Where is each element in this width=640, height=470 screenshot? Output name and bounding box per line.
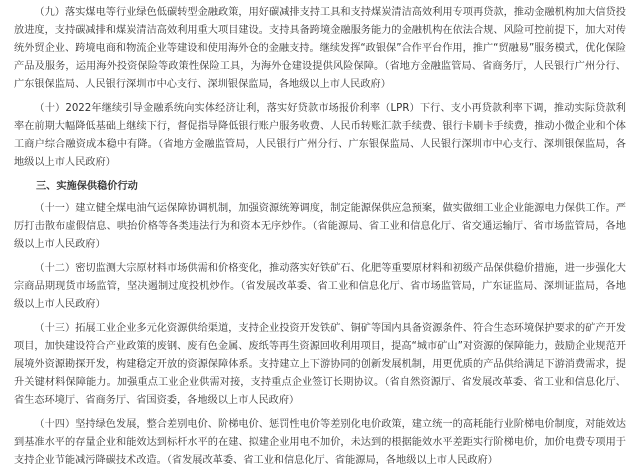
paragraph-item-10: （十）2022年继续引导金融系统向实体经济让利，落实好贷款市场报价利率（LPR）下行、支小再贷款利率下调，推动实际贷款利率在前期大幅降低基础上继续下行，督促指导降低银行账户服务收费、人民币转账汇款手续费、银行卡刷卡手续费，推动小微企业和个体工商户综合融资成本稳中有降。（省地方金融监管局，人民银行广州分行、广东银保监局、人民银行深圳市中心支行、深圳银保监局，各地级以上市人民政府）	[14, 103, 626, 168]
section-heading: 三、实施保供稳价行动	[36, 181, 138, 192]
paragraph-item-14: （十四）坚持绿色发展，整合差别电价、阶梯电价、惩罚性电价等差别化电价政策，建立统一的高耗能行业阶梯电价制度，对能效达到基准水平的存量企业和能效达到标杆水平的在建、拟建企业用电不加价，未达到的根据能效水平差距实行阶梯电价，加价电费专项用于支持企业节能减污降碳技术改造。（省发展改革委、省工业和信息化厅、省能源局，各地级以上市人民政府）	[14, 419, 626, 466]
paragraph-item-13: （十三）拓展工业企业多元化资源供给渠道，支持企业投资开发铁矿、铜矿等国内具备资源条件、符合生态环境保护要求的矿产开发项目，加快建设符合产业政策的废钢、废有色金属、废纸等再生资源回收利用项目，提高“城市矿山”对资源的保障能力，鼓励企业规范开展境外资源勘探开发，构建稳定开放的资源保障体系。支持建立上下游协同的创新发展机制，用更优质的产品供给满足下游消费需求，提升关键材料保障能力。加强重点工业企业供需对接，支持重点企业签订长期协议。（省自然资源厅、省发展改革委、省工业和信息化厅、省生态环境厅、省商务厅、省国资委，各地级以上市人民政府）	[14, 323, 626, 406]
paragraph-item-12: （十二）密切监测大宗原材料市场供需和价格变化，推动落实好铁矿石、化肥等重要原材料和初级产品保供稳价措施，进一步强化大宗商品期现货市场监管，坚决遏制过度投机炒作。（省发展改革委、省工业和信息化厅、省市场监管局，广东证监局、深圳证监局，各地级以上市人民政府）	[14, 263, 626, 310]
paragraph-item-9: （九）落实煤电等行业绿色低碳转型金融政策，用好碳减排支持工具和支持煤炭清洁高效利用专项再贷款，推动金融机构加大信贷投放进度，支持碳减排和煤炭清洁高效利用重大项目建设。支持具备跨境金融服务能力的金融机构在依法合规、风险可控前提下，加大对传统外贸企业、跨境电商和物流企业等建设和使用海外仓的金融支持。继续发挥“政银保”合作平台作用，推广“贸融易”服务模式，优化保险产品及服务，运用海外投资保险等政策性保险工具，为海外仓建设提供风险保障。（省地方金融监管局、省商务厅，人民银行广州分行、广东银保监局、人民银行深圳市中心支行、深圳银保监局，各地级以上市人民政府）	[14, 7, 626, 90]
paragraph-item-11: （十一）建立健全煤电油气运保障协调机制，加强资源统筹调度，制定能源保供应急预案，做实做细工业企业能源电力保供工作。严厉打击散布虚假信息、哄抬价格等各类违法行为和资本无序炒作。（省能源局、省工业和信息化厅、省交通运输厅、省市场监管局，各地级以上市人民政府）	[14, 203, 626, 250]
